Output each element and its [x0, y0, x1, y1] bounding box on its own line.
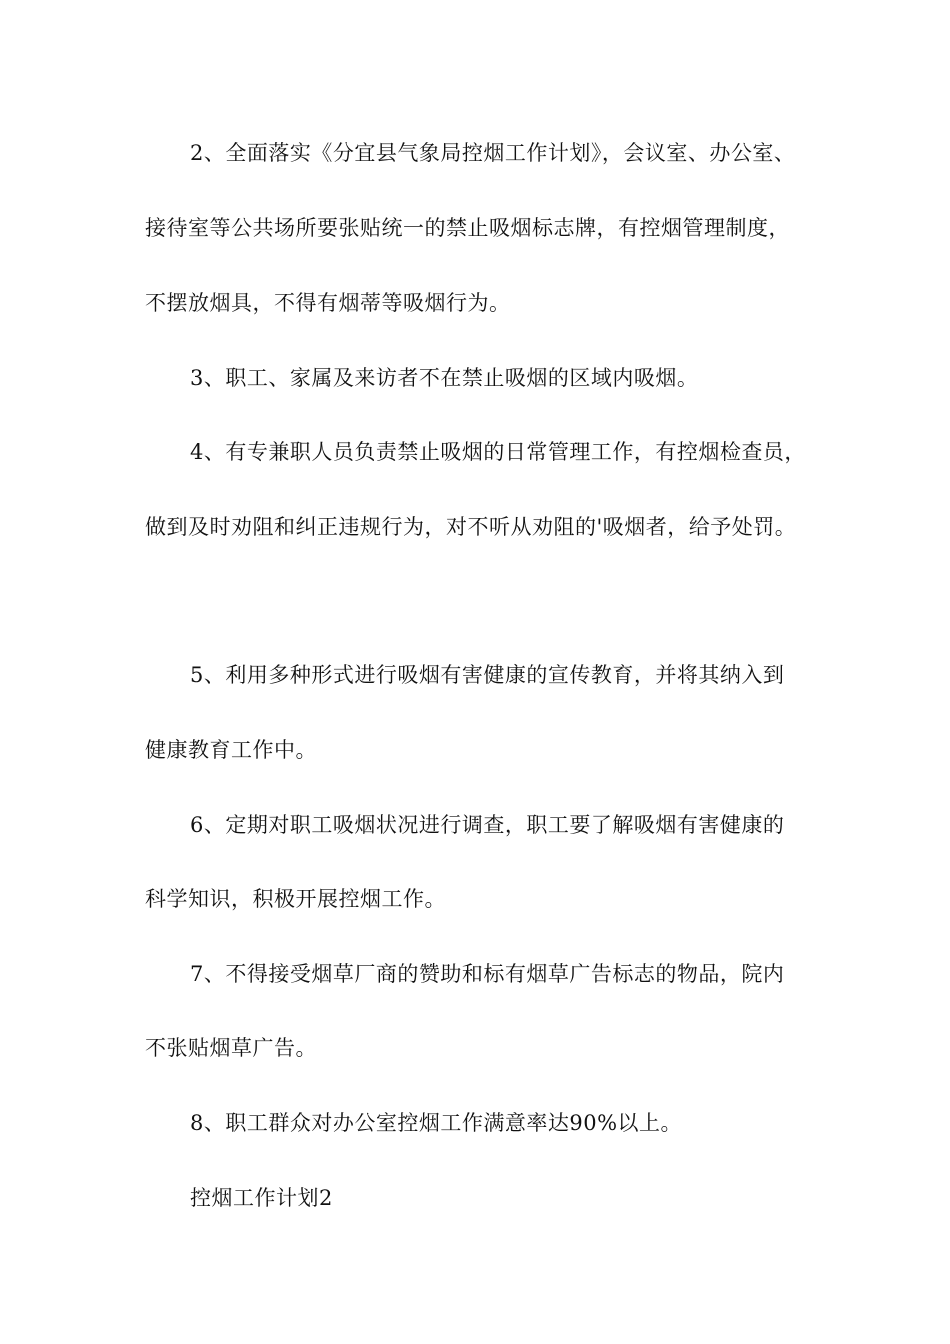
paragraph-line: 3、职工、家属及来访者不在禁止吸烟的区域内吸烟。: [190, 366, 699, 390]
paragraph-line: 5、利用多种形式进行吸烟有害健康的宣传教育，并将其纳入到: [190, 663, 785, 687]
paragraph-line: 2、全面落实《分宜县气象局控烟工作计划》，会议室、办公室、: [190, 141, 796, 165]
paragraph-line: 8、职工群众对办公室控烟工作满意率达90%以上。: [190, 1111, 683, 1135]
paragraph-line: 做到及时劝阻和纠正违规行为，对不听从劝阻的'吸烟者，给予处罚。: [145, 515, 797, 539]
paragraph-line: 不摆放烟具，不得有烟蒂等吸烟行为。: [145, 291, 511, 315]
paragraph-line: 6、定期对职工吸烟状况进行调查，职工要了解吸烟有害健康的: [190, 813, 785, 837]
paragraph-line: 科学知识，积极开展控烟工作。: [145, 887, 446, 911]
paragraph-line: 接待室等公共场所要张贴统一的禁止吸烟标志牌，有控烟管理制度，: [145, 216, 790, 240]
paragraph-line: 7、不得接受烟草厂商的赞助和标有烟草广告标志的物品，院内: [190, 962, 785, 986]
paragraph-line: 不张贴烟草广告。: [145, 1036, 317, 1060]
paragraph-line: 健康教育工作中。: [145, 738, 317, 762]
paragraph-line: 4、有专兼职人员负责禁止吸烟的日常管理工作，有控烟检查员，: [190, 440, 806, 464]
section-heading: 控烟工作计划2: [190, 1186, 333, 1210]
